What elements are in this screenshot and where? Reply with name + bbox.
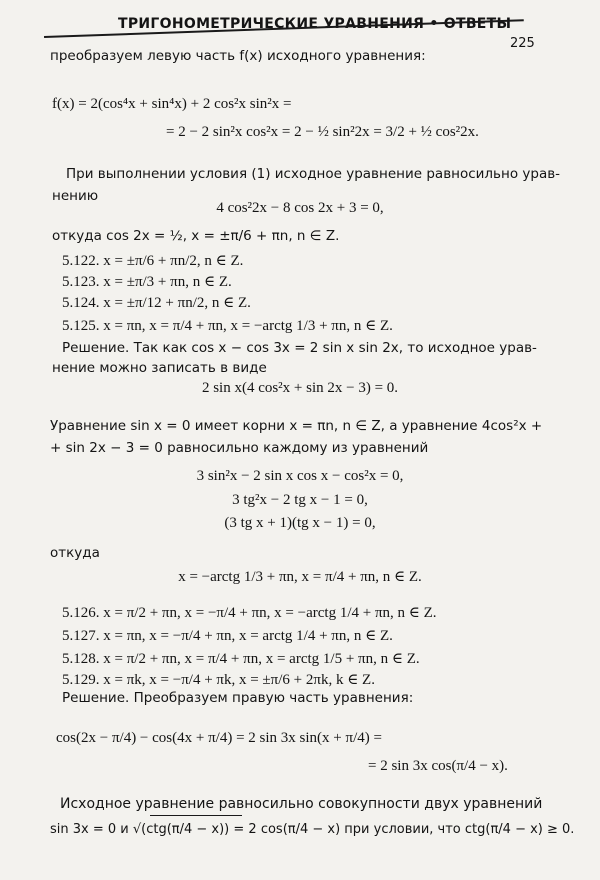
answer-line: 5.128. x = π/2 + πn, x = π/4 + πn, x = arctg 1/5 + πn, n ∈ Z. <box>62 651 420 667</box>
text-line: нение можно записать в виде <box>52 360 267 376</box>
answer-line: 5.127. x = πn, x = −π/4 + πn, x = arctg 1/4 + πn, n ∈ Z. <box>62 628 393 644</box>
solution-line: Решение. Преобразуем правую часть уравнения: <box>62 690 414 706</box>
text-line: sin 3x = 0 и √(ctg(π/4 − x)) = 2 cos(π/4 − x) при условии, что ctg(π/4 − x) ≥ 0. <box>50 822 575 837</box>
answer-line: 5.126. x = π/2 + πn, x = −π/4 + πn, x = −arctg 1/4 + πn, n ∈ Z. <box>62 605 437 621</box>
answer-line: 5.124. x = ±π/12 + πn/2, n ∈ Z. <box>62 295 251 311</box>
formula-line: 3 tg²x − 2 tg x − 1 = 0, <box>232 492 368 508</box>
formula-line: cos(2x − π/4) − cos(4x + π/4) = 2 sin 3x sin(x + π/4) = <box>56 730 382 746</box>
page-number: 225 <box>510 36 535 51</box>
text-line: + sin 2x − 3 = 0 равносильно каждому из уравнений <box>50 440 429 456</box>
running-title: ТРИГОНОМЕТРИЧЕСКИЕ УРАВНЕНИЯ • ОТВЕТЫ <box>118 16 512 32</box>
formula-line: 2 sin x(4 cos²x + sin 2x − 3) = 0. <box>201 380 399 396</box>
formula-line: x = −arctg 1/3 + πn, x = π/4 + πn, n ∈ Z. <box>178 569 422 585</box>
answer-line: 5.125. x = πn, x = π/4 + πn, x = −arctg 1/3 + πn, n ∈ Z. <box>62 318 393 334</box>
formula-line: 3 sin²x − 2 sin x cos x − cos²x = 0, <box>196 468 404 484</box>
answer-line: 5.123. x = ±π/3 + πn, n ∈ Z. <box>62 274 232 290</box>
answer-line: 5.129. x = πk, x = −π/4 + πk, x = ±π/6 + 2πk, k ∈ Z. <box>62 672 375 688</box>
text-line: Исходное уравнение равносильно совокупности двух уравнений <box>60 796 543 812</box>
formula-line: = 2 − 2 sin²x cos²x = 2 − ½ sin²2x = 3/2 + ½ cos²2x. <box>166 124 479 140</box>
text-line: преобразуем левую часть f(x) исходного уравнения: <box>50 48 426 64</box>
text-line: При выполнении условия (1) исходное уравнение равносильно урав- <box>66 166 561 182</box>
running-header <box>0 14 600 51</box>
text-line: Уравнение sin x = 0 имеет корни x = πn, n ∈ Z, а уравнение 4cos²x + <box>50 418 543 434</box>
answer-line: 5.122. x = ±π/6 + πn/2, n ∈ Z. <box>62 253 244 269</box>
formula-line: f(x) = 2(cos⁴x + sin⁴x) + 2 cos²x sin²x = <box>52 96 292 112</box>
solution-line: Решение. Так как cos x − cos 3x = 2 sin x sin 2x, то исходное урав- <box>62 340 537 356</box>
text-line: нению <box>52 188 99 204</box>
formula-line: 4 cos²2x − 8 cos 2x + 3 = 0, <box>216 200 384 216</box>
text-line: откуда cos 2x = ½, x = ±π/6 + πn, n ∈ Z. <box>52 228 340 244</box>
text-line: откуда <box>50 545 100 561</box>
formula-line: = 2 sin 3x cos(π/4 − x). <box>368 758 508 774</box>
pen-underline <box>150 815 242 816</box>
formula-line: (3 tg x + 1)(tg x − 1) = 0, <box>224 515 376 531</box>
